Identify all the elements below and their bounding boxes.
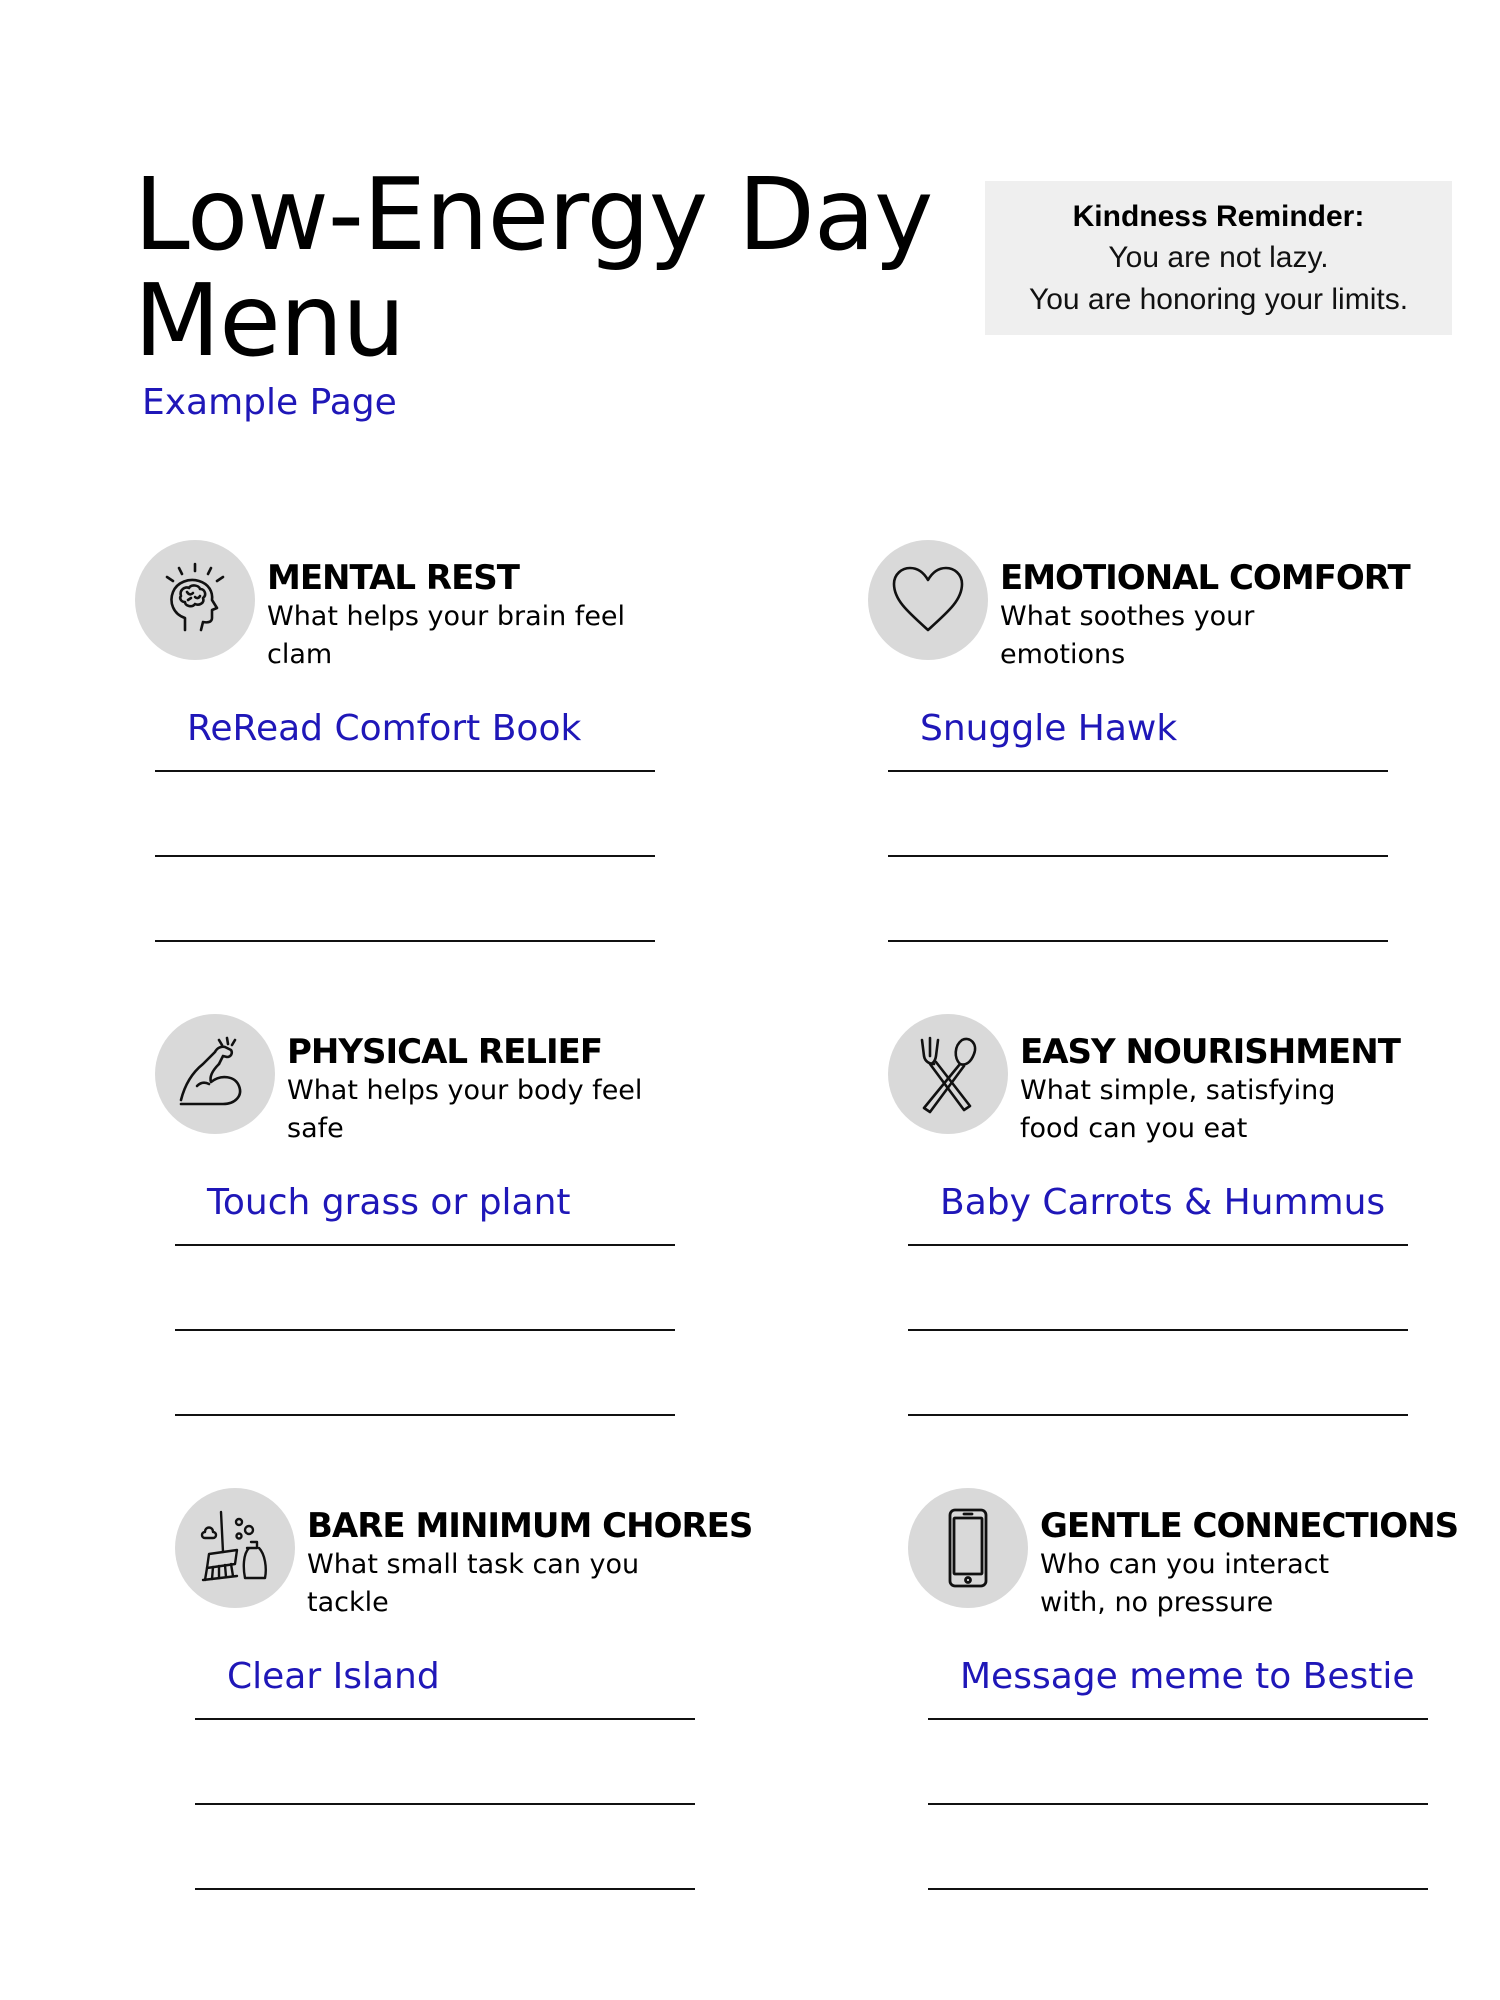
- entry-line-1[interactable]: [928, 1718, 1428, 1720]
- entry-line-3[interactable]: [155, 940, 655, 942]
- flexed-arm-icon: [155, 1014, 275, 1134]
- entry-text[interactable]: Touch grass or plant: [207, 1182, 571, 1223]
- entry-text[interactable]: Baby Carrots & Hummus: [940, 1182, 1386, 1223]
- cleaning-icon: [175, 1488, 295, 1608]
- entry-line-3[interactable]: [888, 940, 1388, 942]
- entry-line-2[interactable]: [155, 855, 655, 857]
- section-description: What helps your body feel safe: [287, 1075, 643, 1144]
- section-heading: EASY NOURISHMENT: [1020, 1032, 1400, 1072]
- entry-line-1[interactable]: [888, 770, 1388, 772]
- section-heading: GENTLE CONNECTIONS: [1040, 1506, 1459, 1546]
- entry-line-3[interactable]: [908, 1414, 1408, 1416]
- page-subtitle: Example Page: [142, 382, 397, 423]
- entry-line-1[interactable]: [908, 1244, 1408, 1246]
- section-physical-relief: [155, 1014, 775, 1444]
- phone-icon: [908, 1488, 1028, 1608]
- entry-line-1[interactable]: [195, 1718, 695, 1720]
- kindness-reminder-box: [985, 181, 1452, 335]
- section-bare-minimum-chores: [175, 1488, 795, 1918]
- entry-line-2[interactable]: [928, 1803, 1428, 1805]
- reminder-line-2: You are honoring your limits.: [1028, 283, 1409, 316]
- section-emotional-comfort: [868, 540, 1488, 970]
- entry-line-2[interactable]: [888, 855, 1388, 857]
- section-heading: EMOTIONAL COMFORT: [1000, 558, 1410, 598]
- section-description: What small task can you tackle: [307, 1549, 640, 1618]
- section-heading: BARE MINIMUM CHORES: [307, 1506, 753, 1546]
- entry-line-2[interactable]: [195, 1803, 695, 1805]
- fork-spoon-icon: [888, 1014, 1008, 1134]
- section-heading: PHYSICAL RELIEF: [287, 1032, 603, 1072]
- section-easy-nourishment: [888, 1014, 1500, 1444]
- entry-line-2[interactable]: [908, 1329, 1408, 1331]
- entry-text[interactable]: Snuggle Hawk: [920, 708, 1178, 749]
- section-mental-rest: [135, 540, 755, 970]
- reminder-line-1: You are not lazy.: [1108, 241, 1329, 274]
- section-description: What soothes your emotions: [1000, 601, 1255, 670]
- brain-head-icon: [135, 540, 255, 660]
- section-description: What simple, satisfying food can you eat: [1020, 1075, 1336, 1144]
- entry-line-2[interactable]: [175, 1329, 675, 1331]
- title-line-1: Low-Energy Day: [134, 156, 933, 273]
- section-description: What helps your brain feel clam: [267, 601, 626, 670]
- entry-line-1[interactable]: [175, 1244, 675, 1246]
- section-heading: MENTAL REST: [267, 558, 519, 598]
- title-line-2: Menu: [134, 262, 405, 379]
- entry-text[interactable]: ReRead Comfort Book: [187, 708, 582, 749]
- page-title: [134, 156, 933, 379]
- entry-line-1[interactable]: [155, 770, 655, 772]
- entry-text[interactable]: Clear Island: [227, 1656, 440, 1697]
- entry-line-3[interactable]: [195, 1888, 695, 1890]
- entry-line-3[interactable]: [928, 1888, 1428, 1890]
- section-gentle-connections: [908, 1488, 1500, 1918]
- entry-text[interactable]: Message meme to Bestie: [960, 1656, 1415, 1697]
- entry-line-3[interactable]: [175, 1414, 675, 1416]
- reminder-title: Kindness Reminder:: [1072, 200, 1365, 233]
- heart-icon: [868, 540, 988, 660]
- section-description: Who can you interact with, no pressure: [1040, 1549, 1330, 1618]
